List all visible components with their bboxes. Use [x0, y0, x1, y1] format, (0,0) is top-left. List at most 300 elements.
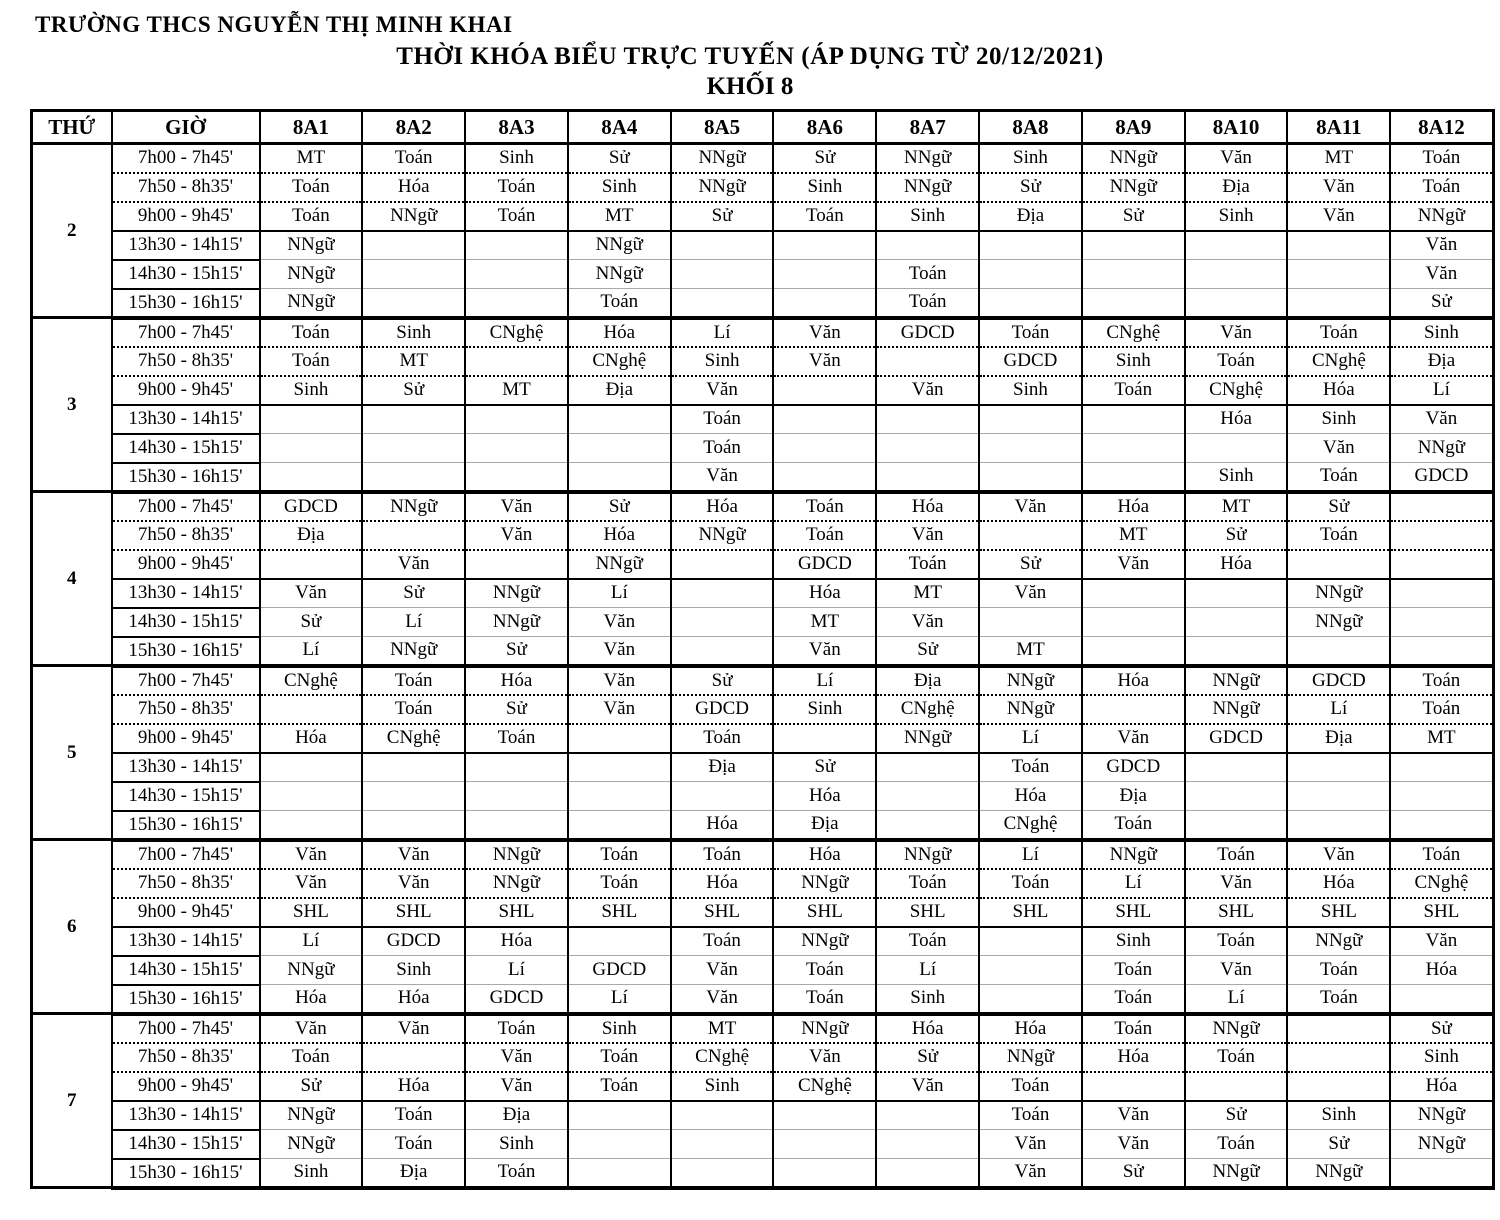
empty-cell — [465, 405, 568, 434]
subject-cell: Văn — [979, 1130, 1082, 1159]
empty-cell — [465, 550, 568, 579]
empty-cell — [1082, 405, 1185, 434]
subject-cell: Văn — [1082, 724, 1185, 753]
empty-cell — [362, 289, 465, 318]
subject-cell: MT — [1082, 521, 1185, 550]
subject-cell: Văn — [1287, 173, 1390, 202]
subject-cell: Toán — [568, 289, 671, 318]
subject-cell: GDCD — [1185, 724, 1288, 753]
column-header-class: 8A4 — [568, 111, 671, 144]
empty-cell — [1287, 637, 1390, 666]
subject-cell: Sinh — [568, 1014, 671, 1043]
empty-cell — [260, 463, 363, 492]
timetable-row — [32, 956, 1494, 985]
subject-cell: Sử — [773, 753, 876, 782]
time-slot: 7h50 - 8h35' — [112, 347, 260, 376]
subject-cell: Toán — [568, 1072, 671, 1101]
subject-cell: Hóa — [465, 666, 568, 695]
subject-cell: NNgữ — [362, 492, 465, 521]
empty-cell — [1082, 231, 1185, 260]
timetable-row — [32, 289, 1494, 318]
subject-cell: Hóa — [671, 811, 774, 840]
subject-cell: Hóa — [1082, 666, 1185, 695]
empty-cell — [568, 405, 671, 434]
subject-cell: Sử — [1082, 1159, 1185, 1188]
subject-cell: Văn — [1287, 434, 1390, 463]
subject-cell: Sử — [465, 637, 568, 666]
subject-cell: NNgữ — [1082, 173, 1185, 202]
timetable-row — [32, 260, 1494, 289]
empty-cell — [1082, 1072, 1185, 1101]
empty-cell — [979, 608, 1082, 637]
subject-cell: Toán — [1082, 376, 1185, 405]
subject-cell: Sử — [979, 550, 1082, 579]
timetable-row — [32, 724, 1494, 753]
subject-cell: Địa — [260, 521, 363, 550]
subject-cell: NNgữ — [876, 840, 979, 869]
timetable-row — [32, 1072, 1494, 1101]
timetable-row — [32, 1043, 1494, 1072]
empty-cell — [671, 289, 774, 318]
empty-cell — [1390, 579, 1493, 608]
subject-cell: Toán — [260, 1043, 363, 1072]
subject-cell: CNghệ — [1390, 869, 1493, 898]
subject-cell: Sinh — [1390, 318, 1493, 347]
subject-cell: CNghệ — [465, 318, 568, 347]
subject-cell: Sinh — [1082, 927, 1185, 956]
subject-cell: Lí — [979, 840, 1082, 869]
empty-cell — [876, 1159, 979, 1188]
subject-cell: SHL — [362, 898, 465, 927]
timetable-row — [32, 405, 1494, 434]
empty-cell — [465, 347, 568, 376]
subject-cell: Toán — [773, 202, 876, 231]
subject-cell: Văn — [1185, 956, 1288, 985]
empty-cell — [979, 405, 1082, 434]
subject-cell: CNghệ — [671, 1043, 774, 1072]
subject-cell: NNgữ — [260, 1101, 363, 1130]
subject-cell: Toán — [1082, 985, 1185, 1014]
empty-cell — [1390, 492, 1493, 521]
subject-cell: Văn — [773, 1043, 876, 1072]
subject-cell: Hóa — [1185, 550, 1288, 579]
subject-cell: NNgữ — [362, 637, 465, 666]
empty-cell — [568, 434, 671, 463]
subject-cell: NNgữ — [568, 550, 671, 579]
subject-cell: Lí — [1082, 869, 1185, 898]
empty-cell — [1185, 753, 1288, 782]
empty-cell — [1082, 260, 1185, 289]
empty-cell — [773, 463, 876, 492]
subject-cell: Toán — [876, 550, 979, 579]
timetable-row — [32, 1101, 1494, 1130]
subject-cell: Toán — [465, 173, 568, 202]
subject-cell: Lí — [773, 666, 876, 695]
empty-cell — [260, 811, 363, 840]
subject-cell: Lí — [362, 608, 465, 637]
subject-cell: Toán — [1185, 1130, 1288, 1159]
empty-cell — [568, 724, 671, 753]
empty-cell — [465, 231, 568, 260]
subject-cell: NNgữ — [1287, 608, 1390, 637]
subject-cell: Hóa — [671, 869, 774, 898]
column-header-time: GIỜ — [112, 111, 260, 144]
empty-cell — [876, 753, 979, 782]
subject-cell: Địa — [876, 666, 979, 695]
subject-cell: NNgữ — [773, 927, 876, 956]
subject-cell: MT — [1185, 492, 1288, 521]
subject-cell: NNgữ — [876, 173, 979, 202]
subject-cell: NNgữ — [260, 1130, 363, 1159]
subject-cell: Sử — [773, 144, 876, 173]
subject-cell: Văn — [465, 492, 568, 521]
subject-cell: NNgữ — [1287, 927, 1390, 956]
subject-cell: Văn — [1185, 318, 1288, 347]
subject-cell: SHL — [1185, 898, 1288, 927]
empty-cell — [1185, 579, 1288, 608]
empty-cell — [979, 260, 1082, 289]
empty-cell — [568, 811, 671, 840]
subject-cell: Sinh — [671, 1072, 774, 1101]
day-number: 7 — [32, 1014, 112, 1188]
subject-cell: Văn — [876, 521, 979, 550]
timetable-row — [32, 492, 1494, 521]
subject-cell: NNgữ — [1287, 579, 1390, 608]
subject-cell: Sinh — [465, 144, 568, 173]
subject-cell: Sử — [362, 376, 465, 405]
empty-cell — [773, 1101, 876, 1130]
subject-cell: Sử — [465, 695, 568, 724]
subject-cell: Văn — [979, 1159, 1082, 1188]
subject-cell: CNghệ — [1185, 376, 1288, 405]
empty-cell — [1185, 289, 1288, 318]
empty-cell — [773, 724, 876, 753]
time-slot: 15h30 - 16h15' — [112, 1159, 260, 1188]
subject-cell: Sinh — [876, 202, 979, 231]
subject-cell: Hóa — [1390, 956, 1493, 985]
empty-cell — [568, 782, 671, 811]
subject-cell: SHL — [979, 898, 1082, 927]
subject-cell: Sinh — [773, 695, 876, 724]
subject-cell: Toán — [979, 1072, 1082, 1101]
subject-cell: Văn — [1082, 550, 1185, 579]
subject-cell: Hóa — [260, 985, 363, 1014]
empty-cell — [773, 289, 876, 318]
subject-cell: Sinh — [1082, 347, 1185, 376]
subject-cell: MT — [979, 637, 1082, 666]
subject-cell: Toán — [1082, 1014, 1185, 1043]
time-slot: 7h50 - 8h35' — [112, 695, 260, 724]
subject-cell: Văn — [568, 666, 671, 695]
subject-cell: Hóa — [1082, 492, 1185, 521]
empty-cell — [1185, 782, 1288, 811]
subject-cell: Lí — [465, 956, 568, 985]
subject-cell: NNgữ — [465, 608, 568, 637]
subject-cell: Toán — [1082, 956, 1185, 985]
day-number: 5 — [32, 666, 112, 840]
subject-cell: Địa — [362, 1159, 465, 1188]
timetable-row — [32, 550, 1494, 579]
subject-cell: NNgữ — [671, 521, 774, 550]
empty-cell — [362, 753, 465, 782]
subject-cell: Sử — [1082, 202, 1185, 231]
time-slot: 14h30 - 15h15' — [112, 782, 260, 811]
subject-cell: NNgữ — [1185, 666, 1288, 695]
subject-cell: Sinh — [465, 1130, 568, 1159]
subject-cell: Địa — [671, 753, 774, 782]
subject-cell: NNgữ — [260, 260, 363, 289]
empty-cell — [362, 463, 465, 492]
subject-cell: NNgữ — [876, 144, 979, 173]
subject-cell: Lí — [568, 985, 671, 1014]
subject-cell: Văn — [1390, 405, 1493, 434]
subject-cell: SHL — [465, 898, 568, 927]
time-slot: 14h30 - 15h15' — [112, 608, 260, 637]
subject-cell: Toán — [1390, 173, 1493, 202]
subject-cell: Toán — [465, 1159, 568, 1188]
subject-cell: MT — [1390, 724, 1493, 753]
subject-cell: GDCD — [876, 318, 979, 347]
subject-cell: Sinh — [1185, 463, 1288, 492]
subject-cell: CNghệ — [568, 347, 671, 376]
subject-cell: Lí — [876, 956, 979, 985]
timetable-row — [32, 985, 1494, 1014]
subject-cell: Hóa — [671, 492, 774, 521]
empty-cell — [465, 260, 568, 289]
subject-cell: SHL — [1287, 898, 1390, 927]
empty-cell — [671, 579, 774, 608]
subject-cell: Địa — [773, 811, 876, 840]
empty-cell — [979, 289, 1082, 318]
subject-cell: Sử — [362, 579, 465, 608]
subject-cell: GDCD — [979, 347, 1082, 376]
grade-title: KHỐI 8 — [706, 73, 794, 100]
subject-cell: Địa — [465, 1101, 568, 1130]
subject-cell: Toán — [1287, 521, 1390, 550]
subject-cell: NNgữ — [671, 173, 774, 202]
subject-cell: Toán — [362, 666, 465, 695]
time-slot: 15h30 - 16h15' — [112, 985, 260, 1014]
empty-cell — [260, 434, 363, 463]
time-slot: 13h30 - 14h15' — [112, 405, 260, 434]
subject-cell: CNghệ — [1082, 318, 1185, 347]
subject-cell: Hóa — [979, 1014, 1082, 1043]
time-slot: 7h50 - 8h35' — [112, 521, 260, 550]
subject-cell: Toán — [1287, 985, 1390, 1014]
timetable-row — [32, 811, 1494, 840]
empty-cell — [1287, 782, 1390, 811]
subject-cell: Sử — [260, 1072, 363, 1101]
empty-cell — [1185, 637, 1288, 666]
empty-cell — [1287, 753, 1390, 782]
empty-cell — [465, 753, 568, 782]
time-slot: 7h00 - 7h45' — [112, 318, 260, 347]
time-slot: 14h30 - 15h15' — [112, 260, 260, 289]
subject-cell: Lí — [979, 724, 1082, 753]
time-slot: 14h30 - 15h15' — [112, 956, 260, 985]
timetable-row — [32, 898, 1494, 927]
subject-cell: Sinh — [671, 347, 774, 376]
subject-cell: Toán — [876, 927, 979, 956]
time-slot: 15h30 - 16h15' — [112, 637, 260, 666]
empty-cell — [1082, 608, 1185, 637]
empty-cell — [260, 782, 363, 811]
subject-cell: Sử — [568, 144, 671, 173]
empty-cell — [876, 434, 979, 463]
empty-cell — [1287, 1014, 1390, 1043]
subject-cell: Sử — [1390, 289, 1493, 318]
empty-cell — [1185, 608, 1288, 637]
time-slot: 9h00 - 9h45' — [112, 898, 260, 927]
subject-cell: MT — [876, 579, 979, 608]
time-slot: 9h00 - 9h45' — [112, 724, 260, 753]
column-header-class: 8A6 — [773, 111, 876, 144]
time-slot: 9h00 - 9h45' — [112, 202, 260, 231]
empty-cell — [671, 1130, 774, 1159]
subject-cell: NNgữ — [979, 666, 1082, 695]
empty-cell — [979, 231, 1082, 260]
subject-cell: Toán — [876, 260, 979, 289]
subject-cell: MT — [773, 608, 876, 637]
subject-cell: Toán — [1287, 956, 1390, 985]
subject-cell: Hóa — [465, 927, 568, 956]
subject-cell: CNghệ — [876, 695, 979, 724]
subject-cell: Hóa — [876, 1014, 979, 1043]
subject-cell: SHL — [773, 898, 876, 927]
empty-cell — [362, 231, 465, 260]
subject-cell: Toán — [1390, 666, 1493, 695]
empty-cell — [671, 231, 774, 260]
day-number: 6 — [32, 840, 112, 1014]
subject-cell: NNgữ — [568, 260, 671, 289]
empty-cell — [1390, 550, 1493, 579]
subject-cell: Hóa — [362, 173, 465, 202]
time-slot: 9h00 - 9h45' — [112, 376, 260, 405]
subject-cell: Toán — [979, 1101, 1082, 1130]
subject-cell: Địa — [1185, 173, 1288, 202]
subject-cell: Văn — [876, 1072, 979, 1101]
subject-cell: Văn — [260, 1014, 363, 1043]
subject-cell: Sinh — [362, 956, 465, 985]
subject-cell: Hóa — [260, 724, 363, 753]
timetable-row — [32, 231, 1494, 260]
subject-cell: Văn — [773, 318, 876, 347]
empty-cell — [362, 782, 465, 811]
empty-cell — [1287, 1072, 1390, 1101]
subject-cell: NNgữ — [1082, 840, 1185, 869]
subject-cell: Toán — [1185, 927, 1288, 956]
subject-cell: MT — [465, 376, 568, 405]
subject-cell: GDCD — [568, 956, 671, 985]
empty-cell — [465, 782, 568, 811]
empty-cell — [876, 1101, 979, 1130]
subject-cell: Lí — [1185, 985, 1288, 1014]
subject-cell: Văn — [876, 608, 979, 637]
empty-cell — [568, 463, 671, 492]
subject-cell: Toán — [979, 869, 1082, 898]
subject-cell: Sử — [1287, 1130, 1390, 1159]
empty-cell — [260, 405, 363, 434]
subject-cell: Sử — [1185, 521, 1288, 550]
day-number: 3 — [32, 318, 112, 492]
empty-cell — [1287, 811, 1390, 840]
subject-cell: Văn — [979, 579, 1082, 608]
timetable-row — [32, 318, 1494, 347]
subject-cell: Sinh — [568, 173, 671, 202]
empty-cell — [465, 811, 568, 840]
subject-cell: NNgữ — [979, 695, 1082, 724]
empty-cell — [362, 260, 465, 289]
subject-cell: Hóa — [773, 840, 876, 869]
empty-cell — [1287, 1043, 1390, 1072]
subject-cell: Địa — [568, 376, 671, 405]
subject-cell: NNgữ — [876, 724, 979, 753]
empty-cell — [1082, 289, 1185, 318]
empty-cell — [876, 231, 979, 260]
subject-cell: Địa — [1287, 724, 1390, 753]
subject-cell: Sinh — [362, 318, 465, 347]
empty-cell — [568, 927, 671, 956]
time-slot: 9h00 - 9h45' — [112, 550, 260, 579]
empty-cell — [1390, 811, 1493, 840]
school-name: TRƯỜNG THCS NGUYỄN THỊ MINH KHAI — [35, 12, 513, 37]
subject-cell: NNgữ — [465, 579, 568, 608]
subject-cell: Toán — [260, 202, 363, 231]
subject-cell: Hóa — [568, 521, 671, 550]
subject-cell: NNgữ — [773, 1014, 876, 1043]
subject-cell: Lí — [260, 927, 363, 956]
subject-cell: Toán — [1082, 811, 1185, 840]
empty-cell — [1082, 579, 1185, 608]
empty-cell — [1185, 811, 1288, 840]
subject-cell: Sinh — [1287, 405, 1390, 434]
subject-cell: NNgữ — [260, 956, 363, 985]
subject-cell: NNgữ — [773, 869, 876, 898]
time-slot: 7h00 - 7h45' — [112, 492, 260, 521]
subject-cell: NNgữ — [260, 289, 363, 318]
empty-cell — [1390, 985, 1493, 1014]
subject-cell: Sử — [979, 173, 1082, 202]
subject-cell: Toán — [671, 434, 774, 463]
subject-cell: GDCD — [465, 985, 568, 1014]
column-header-class: 8A1 — [260, 111, 363, 144]
subject-cell: Văn — [568, 695, 671, 724]
subject-cell: Văn — [979, 492, 1082, 521]
subject-cell: Hóa — [568, 318, 671, 347]
empty-cell — [1390, 637, 1493, 666]
subject-cell: MT — [568, 202, 671, 231]
empty-cell — [1390, 753, 1493, 782]
subject-cell: Địa — [979, 202, 1082, 231]
subject-cell: Toán — [773, 985, 876, 1014]
subject-cell: Văn — [362, 550, 465, 579]
time-slot: 7h00 - 7h45' — [112, 840, 260, 869]
empty-cell — [1287, 550, 1390, 579]
subject-cell: Văn — [1390, 231, 1493, 260]
empty-cell — [1287, 289, 1390, 318]
subject-cell: Sử — [671, 202, 774, 231]
subject-cell: Sử — [260, 608, 363, 637]
timetable-row — [32, 376, 1494, 405]
subject-cell: Sinh — [979, 376, 1082, 405]
empty-cell — [362, 434, 465, 463]
empty-cell — [362, 811, 465, 840]
timetable-header-row — [32, 111, 1494, 144]
subject-cell: NNgữ — [465, 869, 568, 898]
empty-cell — [1082, 637, 1185, 666]
subject-cell: Văn — [671, 956, 774, 985]
subject-cell: Toán — [362, 1101, 465, 1130]
